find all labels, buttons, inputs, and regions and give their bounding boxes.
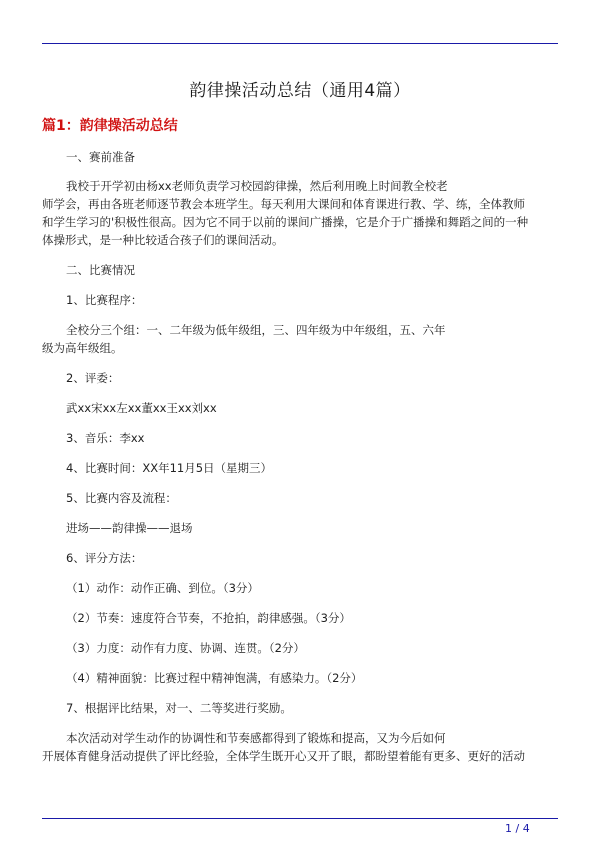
paragraph-line: 师学会，再由各班老师逐节教会本班学生。每天利用大课间和体育课进行教、学、练，全体教师 [42, 197, 525, 211]
footer-rule [42, 818, 558, 819]
flow-text: 进场——韵律操——退场 [66, 521, 193, 535]
heading-prep: 一、赛前准备 [66, 150, 135, 164]
heading-competition: 二、比赛情况 [66, 263, 135, 277]
paragraph-line: 开展体育健身活动提供了评比经验，全体学生既开心又开了眼，都盼望着能有更多、更好的活动 [42, 749, 525, 763]
paragraph-line: 和学生学习的'积极性很高。因为它不同于以前的课间广播操，它是介于广播操和舞蹈之间的一种 [42, 215, 529, 229]
paragraph-line: 体操形式，是一种比较适合孩子们的课间活动。 [42, 233, 284, 247]
item-judges: 2、评委： [66, 371, 120, 385]
item-awards: 7、根据评比结果，对一、二等奖进行奖励。 [66, 701, 292, 715]
paragraph-line: 我校于开学初由杨xx老师负责学习校园韵律操，然后利用晚上时间教全校老 [66, 179, 448, 193]
header-rule [42, 43, 558, 44]
paragraph-line: 级为高年级组。 [42, 341, 123, 355]
paragraph-line: 本次活动对学生动作的协调性和节奏感都得到了锻炼和提高，又为今后如何 [66, 731, 446, 745]
item-music: 3、音乐：李xx [66, 431, 145, 445]
item-content: 5、比赛内容及流程： [66, 491, 177, 505]
section-title: 篇1：韵律操活动总结 [42, 118, 178, 134]
paragraph-line: 全校分三个组：一、二年级为低年级组，三、四年级为中年级组，五、六年 [66, 323, 446, 337]
scoring-item: （3）力度：动作有力度、协调、连贯。（2分） [66, 641, 305, 655]
scoring-item: （2）节奏：速度符合节奏，不抢拍，韵律感强。（3分） [66, 611, 351, 625]
scoring-item: （4）精神面貌：比赛过程中精神饱满，有感染力。（2分） [66, 671, 363, 685]
page-number: 1 / 4 [505, 822, 530, 835]
judges-list: 武xx宋xx左xx董xx王xx刘xx [66, 401, 217, 415]
document-title: 韵律操活动总结（通用4篇） [189, 81, 411, 101]
item-procedure: 1、比赛程序： [66, 293, 143, 307]
item-time: 4、比赛时间：XX年11月5日（星期三） [66, 461, 273, 475]
item-scoring: 6、评分方法： [66, 551, 143, 565]
scoring-item: （1）动作：动作正确、到位。（3分） [66, 581, 259, 595]
